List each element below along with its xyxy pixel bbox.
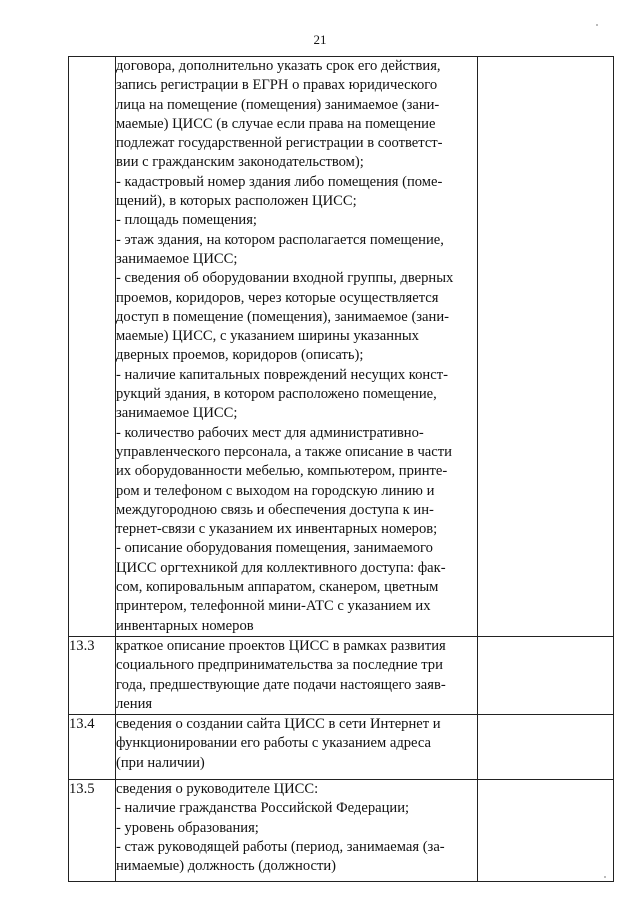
table-row — [69, 780, 614, 882]
description-line: договора, дополнительно указать срок его действия, — [116, 58, 441, 74]
requirements-table — [68, 56, 614, 882]
table-row — [69, 57, 614, 637]
description-line: щений), в которых расположен ЦИСС; — [116, 193, 357, 210]
item-description — [116, 715, 478, 780]
description-line: дверных проемов, коридоров (описать); — [116, 347, 364, 364]
description-line: - стаж руководящей работы (период, занимаемая (за- — [116, 838, 445, 855]
description-line: - количество рабочих мест для административно- — [116, 424, 424, 441]
description-line: краткое описание проектов ЦИСС в рамках развития — [116, 637, 446, 654]
description-line: инвентарных номеров — [116, 617, 254, 634]
description-line: ром и телефоном с выходом на городскую линию и — [116, 482, 435, 499]
description-line: междугородною связь и обеспечения доступа к ин- — [116, 501, 434, 518]
description-line: тернет-связи с указанием их инвентарных номеров; — [116, 521, 438, 538]
description-line: нимаемые) должность (должности) — [116, 858, 337, 875]
description-line: ЦИСС оргтехникой для коллективного доступа: фак- — [116, 559, 446, 576]
description-line: - описание оборудования помещения, занимаемого — [116, 540, 433, 557]
description-line: занимаемое ЦИСС; — [116, 250, 238, 267]
description-line: - сведения об оборудовании входной группы, дверных — [116, 270, 454, 287]
description-line: доступ в помещение (помещения), занимаемое (зани- — [116, 308, 450, 325]
description-line: - кадастровый номер здания либо помещения (поме- — [116, 173, 443, 190]
description-line: подлежат государственной регистрации в соответст- — [116, 135, 443, 152]
item-number: 13.5 — [69, 780, 116, 882]
description-line: - этаж здания, на котором располагается помещение, — [116, 231, 444, 248]
description-line: занимаемое ЦИСС; — [116, 405, 238, 422]
description-line: рукций здания, в котором расположено помещение, — [116, 386, 437, 403]
description-line: управленческого персонала, а также описание в части — [116, 443, 452, 460]
empty-cell — [478, 636, 614, 714]
page-number: 21 — [313, 32, 327, 47]
table-row — [69, 715, 614, 780]
empty-cell — [478, 715, 614, 780]
item-description — [116, 636, 478, 714]
description-line: функционировании его работы с указанием адреса — [116, 735, 432, 752]
description-line: их оборудованности мебелью, компьютером, принте- — [116, 463, 448, 480]
description-line: лица на помещение (помещения) занимаемое (зани- — [116, 96, 440, 113]
description-line: сом, копировальным аппаратом, сканером, цветным — [116, 579, 439, 596]
description-line: - площадь помещения; — [116, 212, 257, 229]
table-row — [69, 636, 614, 714]
description-line: сведения о создании сайта ЦИСС в сети Интернет и — [116, 716, 441, 733]
scan-mark — [596, 24, 598, 26]
item-number — [69, 57, 116, 637]
description-line: - наличие капитальных повреждений несущих конст- — [116, 366, 448, 383]
description-line: вии с гражданским законодательством); — [116, 154, 364, 171]
item-description — [116, 57, 478, 637]
description-line: проемов, коридоров, через которые осуществляется — [116, 289, 439, 306]
empty-cell — [478, 57, 614, 637]
item-number: 13.3 — [69, 636, 116, 714]
description-line: запись регистрации в ЕГРН о правах юридического — [116, 77, 438, 94]
description-line: (при наличии) — [116, 754, 205, 771]
item-number: 13.4 — [69, 715, 116, 780]
description-line: - уровень образования; — [116, 819, 259, 836]
description-line: маемые) ЦИСС (в случае если права на помещение — [116, 115, 436, 132]
description-line: маемые) ЦИСС, с указанием ширины указанных — [116, 328, 419, 345]
description-line: социального предпринимательства за последние три — [116, 657, 443, 674]
description-line: ления — [116, 695, 153, 712]
item-description — [116, 780, 478, 882]
empty-cell — [478, 780, 614, 882]
description-line: - наличие гражданства Российской Федерации; — [116, 800, 410, 817]
description-line: года, предшествующие дате подачи настоящего заяв- — [116, 676, 446, 693]
scan-mark — [604, 876, 606, 878]
description-line: сведения о руководителе ЦИСС: — [116, 781, 319, 798]
description-line: принтером, телефонной мини-АТС с указанием их — [116, 598, 431, 615]
